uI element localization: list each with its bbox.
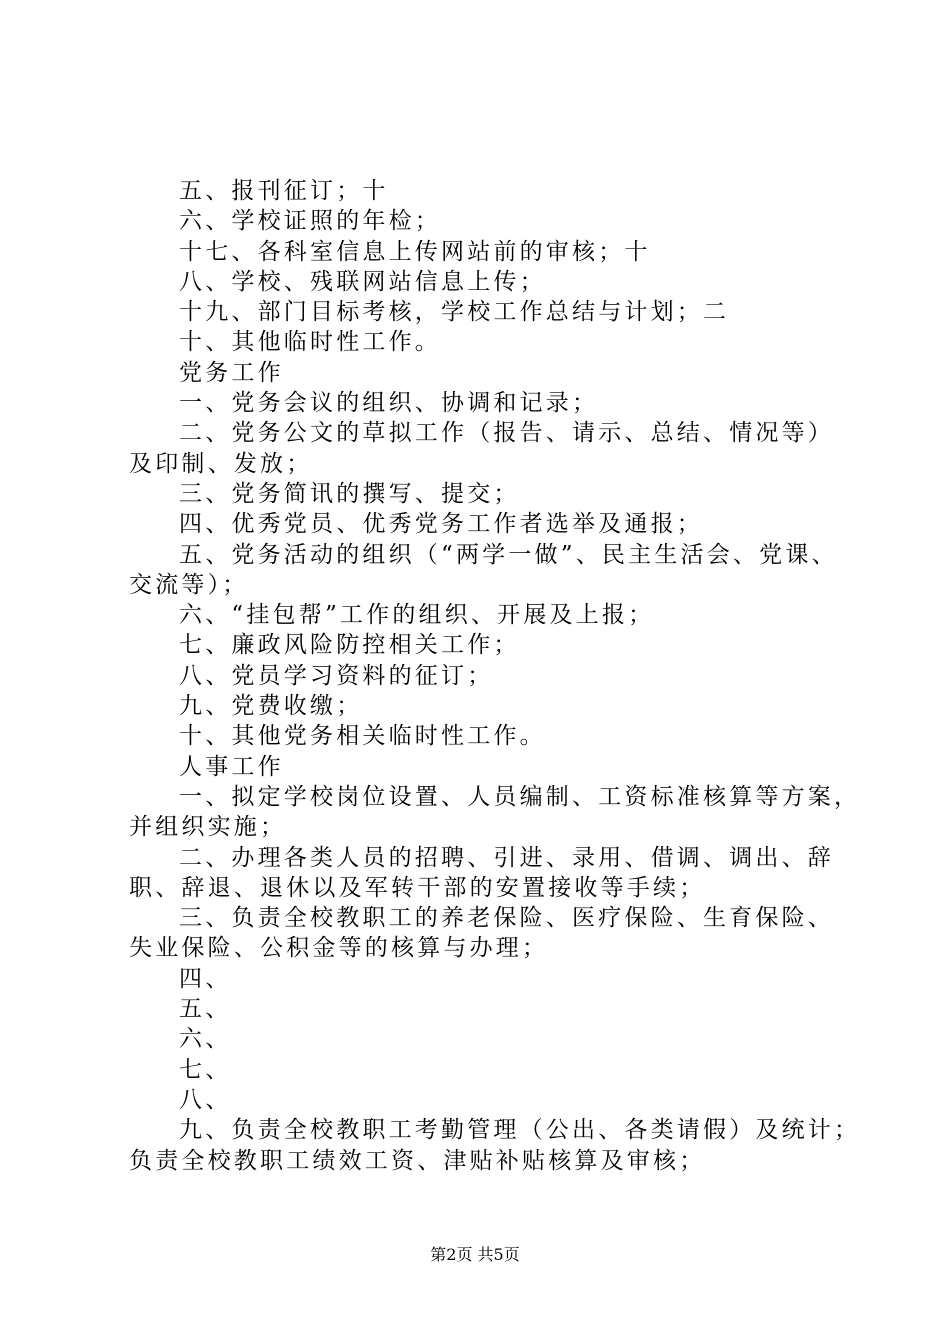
text-line: 一、拟定学校岗位设置、人员编制、工资标准核算等方案， <box>179 783 861 810</box>
text-line: 七、廉政风险防控相关工作； <box>179 632 520 659</box>
text-line: 九、负责全校教职工考勤管理（公出、各类请假）及统计； <box>179 1117 861 1144</box>
text-line: 五、党务活动的组织（“两学一做”、民主生活会、党课、 <box>179 541 838 568</box>
text-line: 三、党务简讯的撰写、提交； <box>179 480 520 507</box>
text-line: 并组织实施； <box>129 814 287 841</box>
text-line: 十九、部门目标考核，学校工作总结与计划；二 <box>179 299 730 326</box>
page-footer: 第2页 共5页 <box>430 1245 520 1264</box>
text-line: 职、辞退、退休以及军转干部的安置接收等手续； <box>129 874 706 901</box>
text-line: 四、 <box>179 965 232 992</box>
text-line: 八、 <box>179 1086 232 1113</box>
text-line: 五、报刊征订；十 <box>179 178 389 204</box>
text-line: 四、优秀党员、优秀党务工作者选举及通报； <box>179 511 703 538</box>
text-line: 三、负责全校教职工的养老保险、医疗保险、生育保险、 <box>179 905 834 932</box>
text-line: 二、办理各类人员的招聘、引进、录用、借调、调出、辞 <box>179 844 834 871</box>
text-line: 五、 <box>179 996 232 1023</box>
text-line: 失业保险、公积金等的核算与办理； <box>129 935 549 962</box>
text-line: 党务工作 <box>179 359 284 386</box>
document-body <box>129 176 859 1176</box>
text-line: 九、党费收缴； <box>179 693 363 720</box>
text-line: 十七、各科室信息上传网站前的审核；十 <box>179 238 651 265</box>
text-line: 六、学校证照的年检； <box>179 208 441 235</box>
text-line: 十、其他临时性工作。 <box>179 329 441 356</box>
text-line: 交流等）； <box>129 571 249 598</box>
text-line: 及印制、发放； <box>129 450 313 477</box>
text-line: 二、党务公文的草拟工作（报告、请示、总结、情况等） <box>179 420 834 447</box>
text-line: 十、其他党务相关临时性工作。 <box>179 723 546 750</box>
text-line: 一、党务会议的组织、协调和记录； <box>179 390 599 417</box>
text-line: 八、学校、残联网站信息上传； <box>179 268 546 295</box>
text-line: 六、 <box>179 1026 232 1053</box>
text-line: 人事工作 <box>179 753 284 780</box>
text-line: 八、党员学习资料的征订； <box>179 662 494 689</box>
text-line: 负责全校教职工绩效工资、津贴补贴核算及审核； <box>129 1147 706 1174</box>
text-line: 六、“挂包帮”工作的组织、开展及上报； <box>179 602 655 629</box>
text-line: 七、 <box>179 1056 232 1083</box>
